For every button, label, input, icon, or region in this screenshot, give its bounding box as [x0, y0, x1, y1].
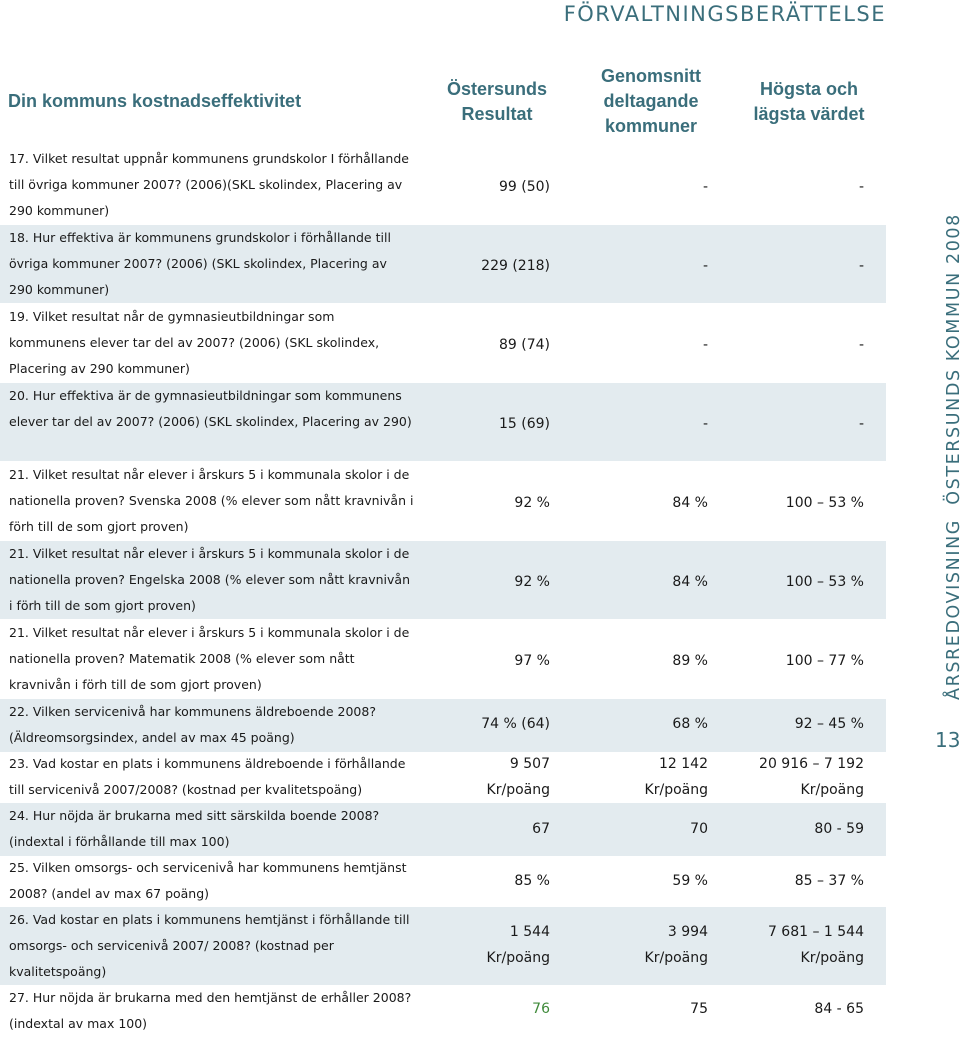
column-header-high-low: Högsta och lägsta värdet: [753, 79, 865, 124]
row-value-result: 1 544 Kr/poäng: [486, 924, 550, 966]
row-value-average: 84 %: [672, 574, 708, 590]
row-value-average: 89 %: [672, 653, 708, 669]
row-value-result: 92 %: [514, 495, 550, 511]
row-value-high-low: 84 - 65: [814, 1001, 864, 1017]
row-question: 27. Hur nöjda är brukarna med den hemtjänst de erhåller 2008? (indextal av max 100): [9, 990, 412, 1031]
row-value-result: 92 %: [514, 574, 550, 590]
section-header: FÖRVALTNINGSBERÄTTELSE: [563, 2, 886, 26]
sidebar-report-title: ÅRSREDOVISNING ÖSTERSUNDS KOMMUN 2008: [944, 213, 964, 700]
page-number: 13: [935, 728, 961, 752]
table-row: [0, 855, 886, 907]
row-value-result: 67: [532, 821, 550, 837]
row-value-high-low: 7 681 – 1 544 Kr/poäng: [767, 924, 864, 966]
row-value-average: -: [702, 416, 708, 432]
row-value-high-low: 100 – 77 %: [785, 653, 864, 669]
row-value-result: 74 % (64): [481, 716, 550, 732]
row-value-result: 76: [532, 1001, 550, 1017]
table-row: [0, 304, 886, 382]
row-value-result: 89 (74): [498, 337, 550, 353]
row-value-high-low: 92 – 45 %: [794, 716, 864, 732]
row-value-high-low: 100 – 53 %: [785, 495, 864, 511]
row-value-result: 97 %: [514, 653, 550, 669]
row-question: 23. Vad kostar en plats i kommunens äldreboende i förhållande till servicenivå 2007/2008? (kostnad per kvalitetspoäng): [9, 756, 406, 797]
row-value-result: 99 (50): [498, 179, 550, 195]
row-value-high-low: -: [858, 179, 864, 195]
row-value-average: 59 %: [672, 873, 708, 889]
table-row: [0, 907, 886, 985]
table-row: [0, 803, 886, 856]
row-question: 26. Vad kostar en plats i kommunens hemtjänst i förhållande till omsorgs- och servicenivå 2007/ 2008? (kostnad per kvalitetspoäng): [9, 912, 410, 979]
row-question: 21. Vilket resultat når elever i årskurs 5 i kommunala skolor i de nationella proven? Engelska 2008 (% elever som nått kravnivån i förh till de som gjort proven): [9, 546, 410, 613]
table-row: [0, 225, 886, 303]
row-value-average: -: [702, 337, 708, 353]
table-row: [0, 146, 886, 224]
row-value-result: 9 507 Kr/poäng: [486, 756, 550, 798]
row-value-average: 70: [690, 821, 708, 837]
row-value-average: 84 %: [672, 495, 708, 511]
column-header-average: Genomsnitt deltagande kommuner: [600, 66, 701, 136]
row-value-result: 229 (218): [481, 258, 550, 274]
row-value-high-low: 80 - 59: [814, 821, 864, 837]
table-row: [0, 985, 886, 1031]
row-question: 21. Vilket resultat når elever i årskurs 5 i kommunala skolor i de nationella proven? Svenska 2008 (% elever som nått kravnivån i förh till de som gjort proven): [9, 467, 414, 534]
row-question: 18. Hur effektiva är kommunens grundskolor i förhållande till övriga kommuner 2007? (2006) (SKL skolindex, Placering av 290 kommuner): [9, 230, 391, 297]
row-value-average: -: [702, 258, 708, 274]
row-value-high-low: -: [858, 337, 864, 353]
row-value-high-low: 85 – 37 %: [794, 873, 864, 889]
row-question: 20. Hur effektiva är de gymnasieutbildningar som kommunens elever tar del av 2007? (2006) (SKL skolindex, Placering av 290): [9, 388, 412, 429]
row-question: 19. Vilket resultat når de gymnasieutbildningar som kommunens elever tar del av 2007? (2006) (SKL skolindex, Placering av 290 kommuner): [9, 309, 380, 376]
row-value-average: 12 142 Kr/poäng: [644, 756, 708, 798]
row-question: 17. Vilket resultat uppnår kommunens grundskolor I förhållande till övriga kommuner 2007? (2006)(SKL skolindex, Placering av 290 kommuner): [9, 151, 409, 218]
table-row: [0, 751, 886, 803]
row-question: 25. Vilken omsorgs- och servicenivå har kommunens hemtjänst 2008? (andel av max 67 poäng): [9, 860, 407, 901]
table-row: [0, 620, 886, 698]
table-row: [0, 541, 886, 619]
row-question: 21. Vilket resultat når elever i årskurs 5 i kommunala skolor i de nationella proven? Matematik 2008 (% elever som nått kravnivån i förh till de som gjort proven): [9, 625, 410, 692]
row-value-high-low: 100 – 53 %: [785, 574, 864, 590]
table-row: [0, 699, 886, 752]
column-header-result: Östersunds Resultat: [446, 79, 548, 124]
table-row: [0, 383, 886, 461]
row-value-average: 68 %: [672, 716, 708, 732]
row-value-average: 3 994 Kr/poäng: [644, 924, 708, 966]
row-value-average: 75: [690, 1001, 708, 1017]
table-title: Din kommuns kostnadseffektivitet: [8, 91, 302, 111]
row-value-average: -: [702, 179, 708, 195]
row-value-high-low: -: [858, 416, 864, 432]
row-value-result: 85 %: [514, 873, 550, 889]
row-question: 22. Vilken servicenivå har kommunens äldreboende 2008? (Äldreomsorgsindex, andel av max 45 poäng): [9, 704, 376, 745]
row-value-high-low: 20 916 – 7 192 Kr/poäng: [759, 756, 864, 798]
table-row: [0, 462, 886, 540]
row-value-high-low: -: [858, 258, 864, 274]
row-question: 24. Hur nöjda är brukarna med sitt särskilda boende 2008? (indextal i förhållande till max 100): [9, 808, 380, 849]
row-value-result: 15 (69): [498, 416, 550, 432]
